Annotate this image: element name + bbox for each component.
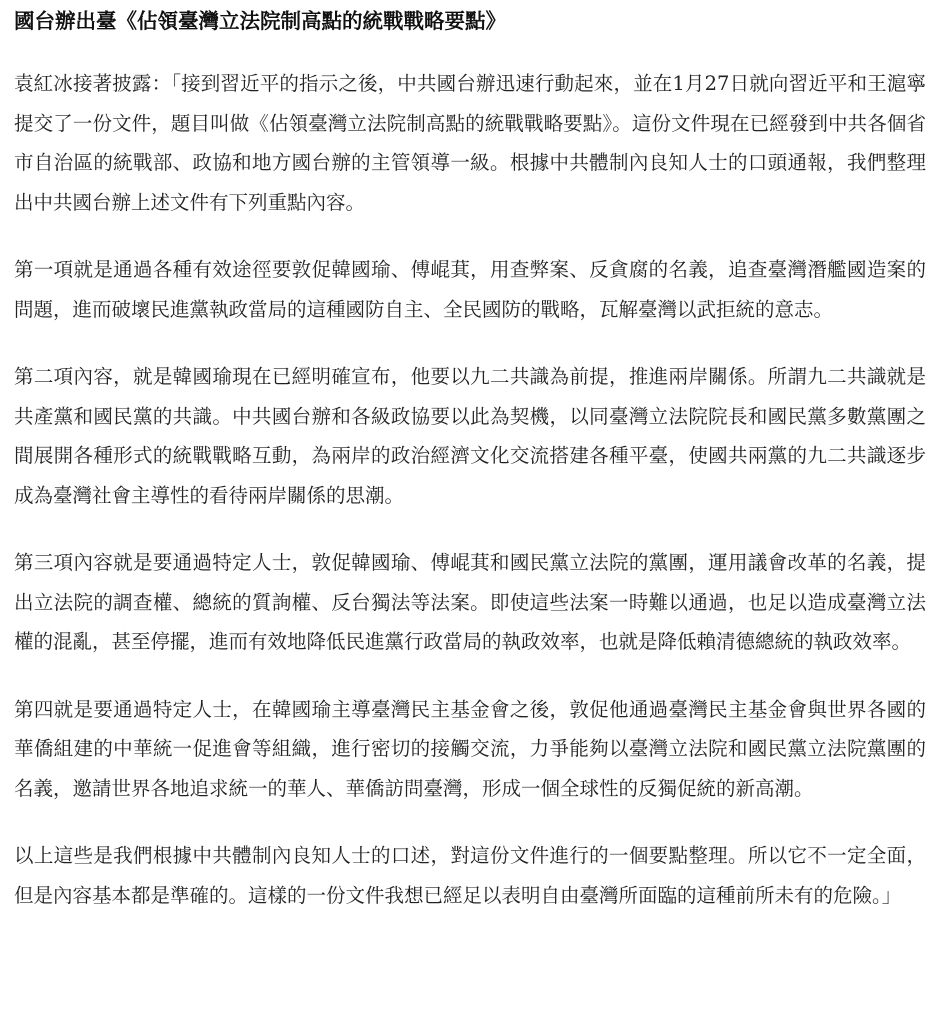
paragraph-3: 第二項內容，就是韓國瑜現在已經明確宣布，他要以九二共識為前提，推進兩岸關係。所謂九二共識就是共產黨和國民黨的共識。中共國台辦和各級政協要以此為契機，以同臺灣立法院院長和國民黨多數黨團之間展開各種形式的統戰戰略互動，為兩岸的政治經濟文化交流搭建各種平臺，使國共兩黨的九二共識逐步成為臺灣社會主導性的看待兩岸關係的思潮。 (14, 365, 926, 507)
paragraph-2: 第一項就是通過各種有效途徑要敦促韓國瑜、傅崐萁，用查弊案、反貪腐的名義，追查臺灣潛艦國造案的問題，進而破壞民進黨執政當局的這種國防自主、全民國防的戰略，瓦解臺灣以武拒統的意志。 (14, 258, 926, 321)
paragraph-6: 以上這些是我們根據中共體制內良知人士的口述，對這份文件進行的一個要點整理。所以它不一定全面，但是內容基本都是準確的。這樣的一份文件我想已經足以表明自由臺灣所面臨的這種前所未有的危險。」 (14, 844, 926, 907)
paragraph-5: 第四就是要通過特定人士，在韓國瑜主導臺灣民主基金會之後，敦促他通過臺灣民主基金會與世界各國的華僑組建的中華統一促進會等組織，進行密切的接觸交流，力爭能夠以臺灣立法院和國民黨立法院黨團的名義，邀請世界各地追求統一的華人、華僑訪問臺灣，形成一個全球性的反獨促統的新高潮。 (14, 697, 926, 800)
article-body (14, 64, 926, 915)
paragraph-1: 袁紅冰接著披露：「接到習近平的指示之後，中共國台辦迅速行動起來，並在1月27日就向習近平和王滬寧提交了一份文件，題目叫做《佔領臺灣立法院制高點的統戰戰略要點》。這份文件現在已經發到中共各個省市自治區的統戰部、政協和地方國台辦的主管領導一級。根據中共體制內良知人士的口頭通報，我們整理出中共國台辦上述文件有下列重點內容。 (14, 72, 926, 214)
paragraph-4: 第三項內容就是要通過特定人士，敦促韓國瑜、傅崐萁和國民黨立法院的黨團，運用議會改革的名義，提出立法院的調查權、總統的質詢權、反台獨法等法案。即使這些法案一時難以通過，也足以造成臺灣立法權的混亂，甚至停擺，進而有效地降低民進黨行政當局的執政效率，也就是降低賴清德總統的執政效率。 (14, 551, 926, 653)
article-title: 國台辦出臺《佔領臺灣立法院制高點的統戰戰略要點》 (14, 9, 506, 33)
